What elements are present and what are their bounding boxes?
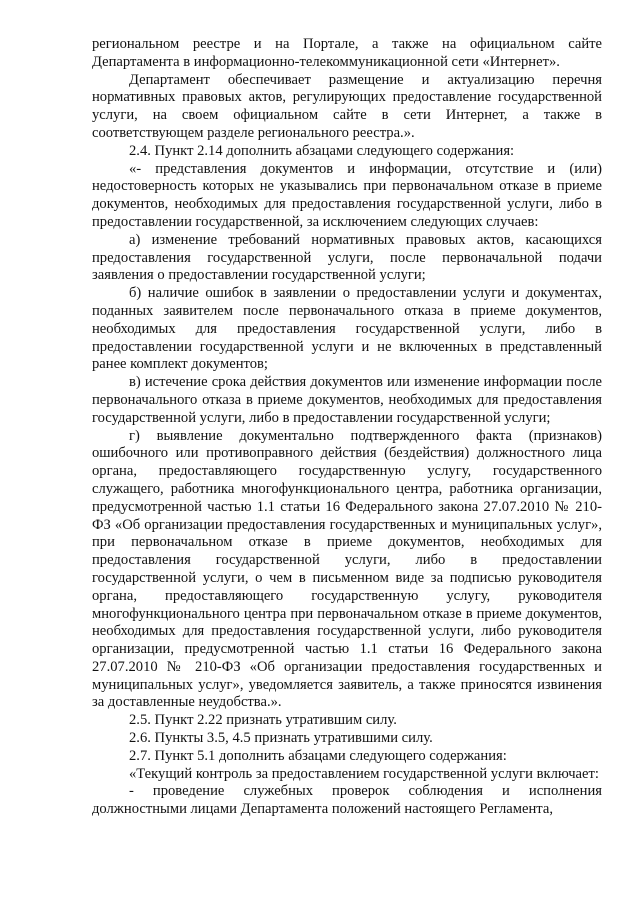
paragraph-case-v: в) истечение срока действия документов или изменение информации после первоначального отказа в приеме документов, необходимых для предоставления государственной услуги, либо в предоставлении государственной услуги;	[92, 374, 602, 426]
paragraph-item-2-7: 2.7. Пункт 5.1 дополнить абзацами следующего содержания:	[129, 747, 507, 764]
paragraph-documents-info: «- представления документов и информации, отсутствие и (или) недостоверность которых не указывались при первоначальном отказе в приеме документов, необходимых для предоставления государственной услуги, либо в предоставлении государственной, за исключением следующих случаев:	[92, 160, 602, 230]
paragraph-case-g: г) выявление документально подтвержденного факта (признаков) ошибочного или противоправного действия (бездействия) должностного лица органа, предоставляющего государственную услугу, государственного служащего, работника многофункционального центра, работника организации, предусмотренной частью 1.1 статьи 16 Федерального закона 27.07.2010 № 210-ФЗ «Об организации предоставления государственных и муниципальных услуг», при первоначальном отказе в приеме документов, необходимых для предоставления государственной услуги, либо в предоставлении государственной услуги, о чем в письменном виде за подписью руководителя органа, предоставляющего государственную услугу, руководителя многофункционального центра при первоначальном отказе в приеме документов, необходимых для предоставления государственной услуги, либо руководителя организации, предусмотренной частью 1.1 статьи 16 Федерального закона 27.07.2010 № 210-ФЗ «Об организации предоставления государственных и муниципальных услуг», уведомляется заявитель, а также приносятся извинения за доставленные неудобства.».	[92, 427, 602, 711]
paragraph-case-b: б) наличие ошибок в заявлении о предоставлении услуги и документах, поданных заявителем после первоначального отказа в приеме документов, необходимых для предоставления государственной услуги, либо в предоставлении государственной услуги и не включенных в представленный ранее комплект документов;	[92, 285, 602, 373]
paragraph-item-2-6: 2.6. Пункты 3.5, 4.5 признать утратившими силу.	[129, 730, 433, 747]
paragraph-current-control: «Текущий контроль за предоставлением государственной услуги включает:	[129, 765, 599, 782]
paragraph-service-checks: - проведение служебных проверок соблюдения и исполнения должностными лицами Департамента положений настоящего Регламента,	[92, 783, 602, 818]
paragraph-item-2-4: 2.4. Пункт 2.14 дополнить абзацами следующего содержания:	[129, 142, 515, 159]
paragraph-portal-continuation: региональном реестре и на Портале, а также на официальном сайте Департамента в информационно-телекоммуникационной сети «Интернет».	[92, 36, 602, 70]
paragraph-item-2-5: 2.5. Пункт 2.22 признать утратившим силу.	[129, 712, 397, 729]
paragraph-department-duties: Департамент обеспечивает размещение и актуализацию перечня нормативных правовых актов, регулирующих предоставление государственной услуги, на своем официальном сайте в сети Интернет, а также в соответствующем разделе регионального реестра.».	[92, 71, 602, 141]
document-page	[92, 36, 602, 819]
paragraph-case-a: а) изменение требований нормативных правовых актов, касающихся предоставления государственной услуги, после первоначальной подачи заявления о предоставлении государственной услуги;	[92, 231, 602, 284]
